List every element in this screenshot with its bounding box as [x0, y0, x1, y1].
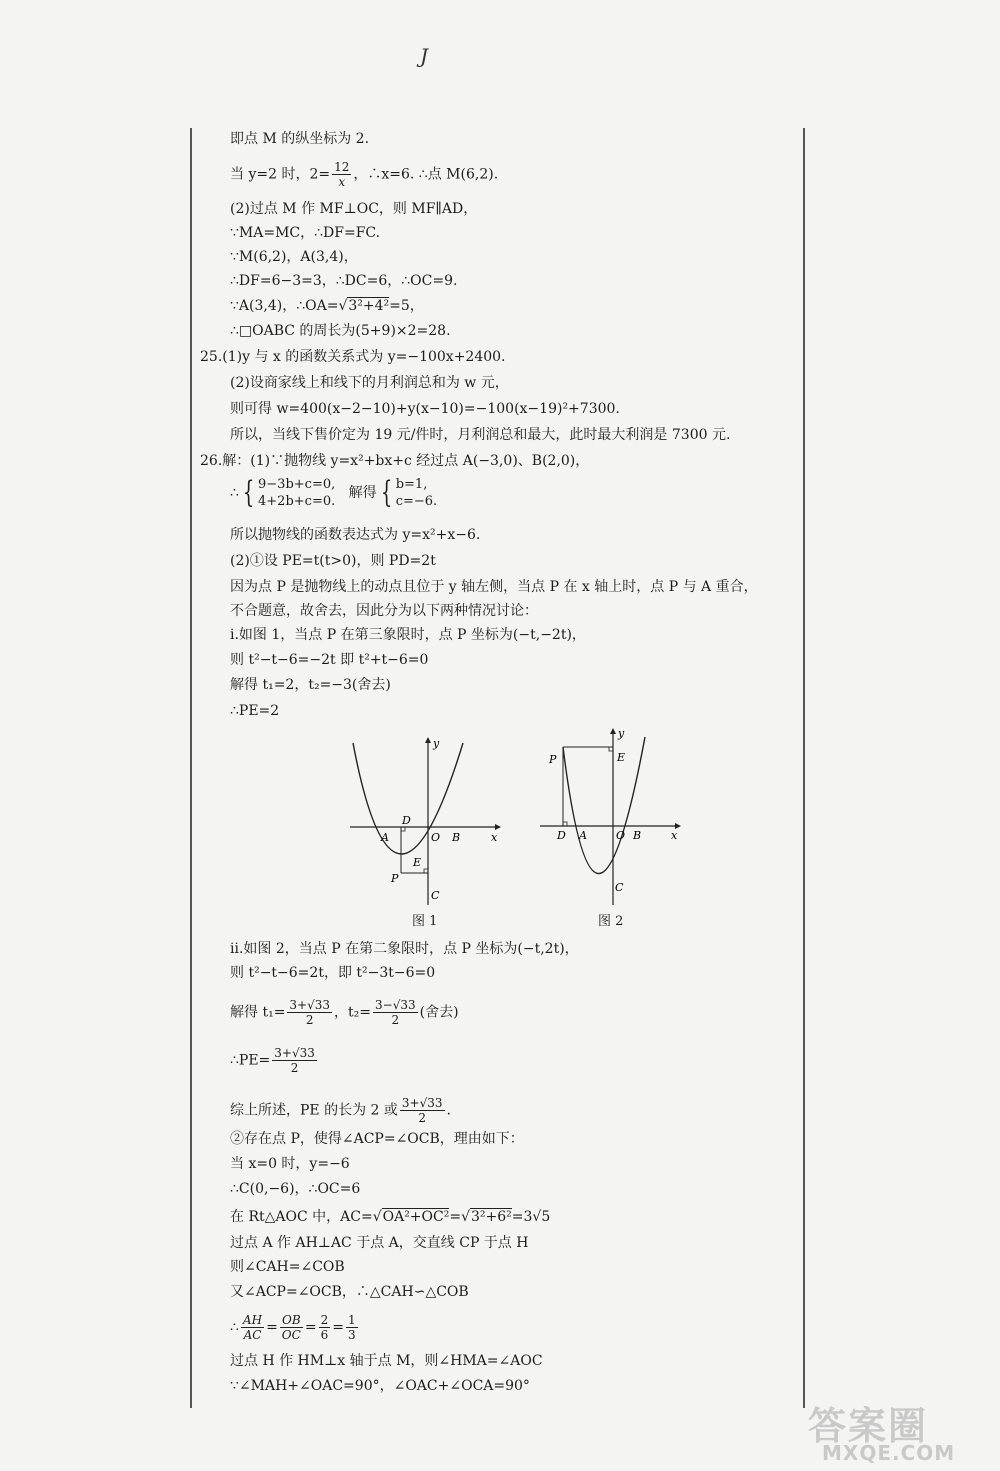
- fig1-label-D: D: [402, 814, 411, 827]
- text-line: 当 x=0 时，y=−6: [230, 1156, 350, 1172]
- watermark-url: MXQE.COM: [822, 1441, 956, 1465]
- text-line: ②存在点 P，使得∠ACP=∠OCB，理由如下：: [230, 1131, 524, 1147]
- text-line: 26.解：(1)∵抛物线 y=x²+bx+c 经过点 A(−3,0)、B(2,0)，: [200, 453, 590, 469]
- text-line: ∴□OABC 的周长为(5+9)×2=28.: [230, 323, 451, 339]
- watermark-title: 答案圈: [808, 1404, 929, 1448]
- fig2-label-A: A: [579, 829, 587, 842]
- fig1-label-P: P: [391, 872, 399, 885]
- fig2-label-D: D: [557, 829, 566, 842]
- text-line: 则 t²−t−6=2t，即 t²−3t−6=0: [230, 965, 436, 981]
- text-line: 在 Rt△AOC 中，AC=√OA²+OC²=√3²+6²=3√5: [230, 1209, 551, 1225]
- fig2-label-O: O: [616, 829, 626, 842]
- text-line: ∴PE= $\frac{3+√33}{2}$: [230, 1046, 315, 1075]
- fig1-label-y: y: [433, 737, 440, 750]
- text-line: (2)设商家线上和线下的月利润总和为 w 元，: [230, 375, 509, 391]
- text-line: 即点 M 的纵坐标为 2.: [230, 131, 370, 147]
- text-line: ∵MA=MC，∴DF=FC.: [230, 225, 381, 241]
- left-rule: [190, 128, 192, 1408]
- text-line: 当 y=2 时，2= $\frac{12}{x}$ ，∴x=6. ∴点 M(6,2).: [230, 160, 499, 189]
- page-mark: J: [420, 44, 429, 68]
- text-line: 25.(1)y 与 x 的函数关系式为 y=−100x+2400.: [200, 349, 506, 365]
- fig1-label-E: E: [413, 856, 422, 869]
- text-line: 又∠ACP=∠OCB，∴△CAH∽△COB: [230, 1284, 469, 1300]
- figure-1-caption: 图 1: [412, 914, 438, 929]
- text-line: ∴DF=6−3=3，∴DC=6，∴OC=9.: [230, 273, 458, 289]
- text-line: 解得 t₁= $\frac{3+√33}{2}$ ，t₂= $\frac{3-√33}{2}$ (舍去): [230, 998, 459, 1027]
- fig2-label-C: C: [615, 881, 624, 894]
- text-line: (2)①设 PE=t(t>0)，则 PD=2t: [230, 553, 436, 569]
- text-line: 因为点 P 是抛物线上的动点且位于 y 轴左侧，当点 P 在 x 轴上时，点 P 与 A 重合，: [230, 579, 758, 595]
- text-line: 综上所述，PE 的长为 2 或 $\frac{3+√33}{2}$ .: [230, 1096, 451, 1125]
- fig2-label-E: E: [617, 751, 626, 764]
- watermark-logo: [808, 1395, 993, 1465]
- text-line: ⅱ.如图 2，当点 P 在第二象限时，点 P 坐标为(−t,2t)，: [230, 941, 579, 957]
- figure-2-caption: 图 2: [598, 914, 624, 929]
- fig1-label-x: x: [491, 831, 498, 844]
- text-line: 过点 A 作 AH⊥AC 于点 A，交直线 CP 于点 H: [230, 1235, 529, 1251]
- text-line: ∵∠MAH+∠OAC=90°，∠OAC+∠OCA=90°: [230, 1378, 530, 1394]
- figure-2: [535, 725, 685, 915]
- text-line: ∴C(0,−6)，∴OC=6: [230, 1181, 361, 1197]
- figure-1: [345, 735, 505, 915]
- right-rule: [803, 128, 805, 1408]
- text-line: ⅰ.如图 1，当点 P 在第三象限时，点 P 坐标为(−t,−2t)，: [230, 627, 586, 643]
- text-line: ∵M(6,2)，A(3,4)，: [230, 249, 358, 265]
- text-line: 所以抛物线的函数表达式为 y=x²+x−6.: [230, 527, 481, 543]
- fig2-label-y: y: [618, 727, 625, 740]
- fig2-label-P: P: [549, 753, 557, 766]
- equation-system: ∴ { 9−3b+c=0, 4+2b+c=0. 解得 { b=1, c=−6.: [230, 475, 438, 510]
- text-line: ∴PE=2: [230, 703, 280, 719]
- text-line: ∴ $\frac{AH}{AC}$ = $\frac{OB}{OC}$ = $\frac{2}{6}$ = $\frac{1}{3}$: [230, 1313, 356, 1342]
- fig2-label-B: B: [633, 829, 642, 842]
- fig1-label-C: C: [431, 889, 440, 902]
- text-line: 所以，当线下售价定为 19 元/件时，月利润总和最大，此时最大利润是 7300 元.: [230, 427, 731, 443]
- text-line: 则∠CAH=∠COB: [230, 1259, 345, 1275]
- text-line: 不合题意，故舍去，因此分为以下两种情况讨论：: [230, 603, 538, 619]
- text-line: 过点 H 作 HM⊥x 轴于点 M，则∠HMA=∠AOC: [230, 1353, 543, 1369]
- text-line: 则可得 w=400(x−2−10)+y(x−10)=−100(x−19)²+7300.: [230, 401, 620, 417]
- text-line: 解得 t₁=2，t₂=−3(舍去): [230, 677, 391, 693]
- fig1-label-B: B: [452, 831, 461, 844]
- fig1-label-O: O: [431, 831, 441, 844]
- text-line: (2)过点 M 作 MF⊥OC，则 MF∥AD，: [230, 201, 478, 217]
- fig2-label-x: x: [671, 829, 678, 842]
- fig1-label-A: A: [381, 831, 389, 844]
- text-line: ∵A(3,4)，∴OA=√3²+4²=5，: [230, 298, 424, 314]
- text-line: 则 t²−t−6=−2t 即 t²+t−6=0: [230, 652, 429, 668]
